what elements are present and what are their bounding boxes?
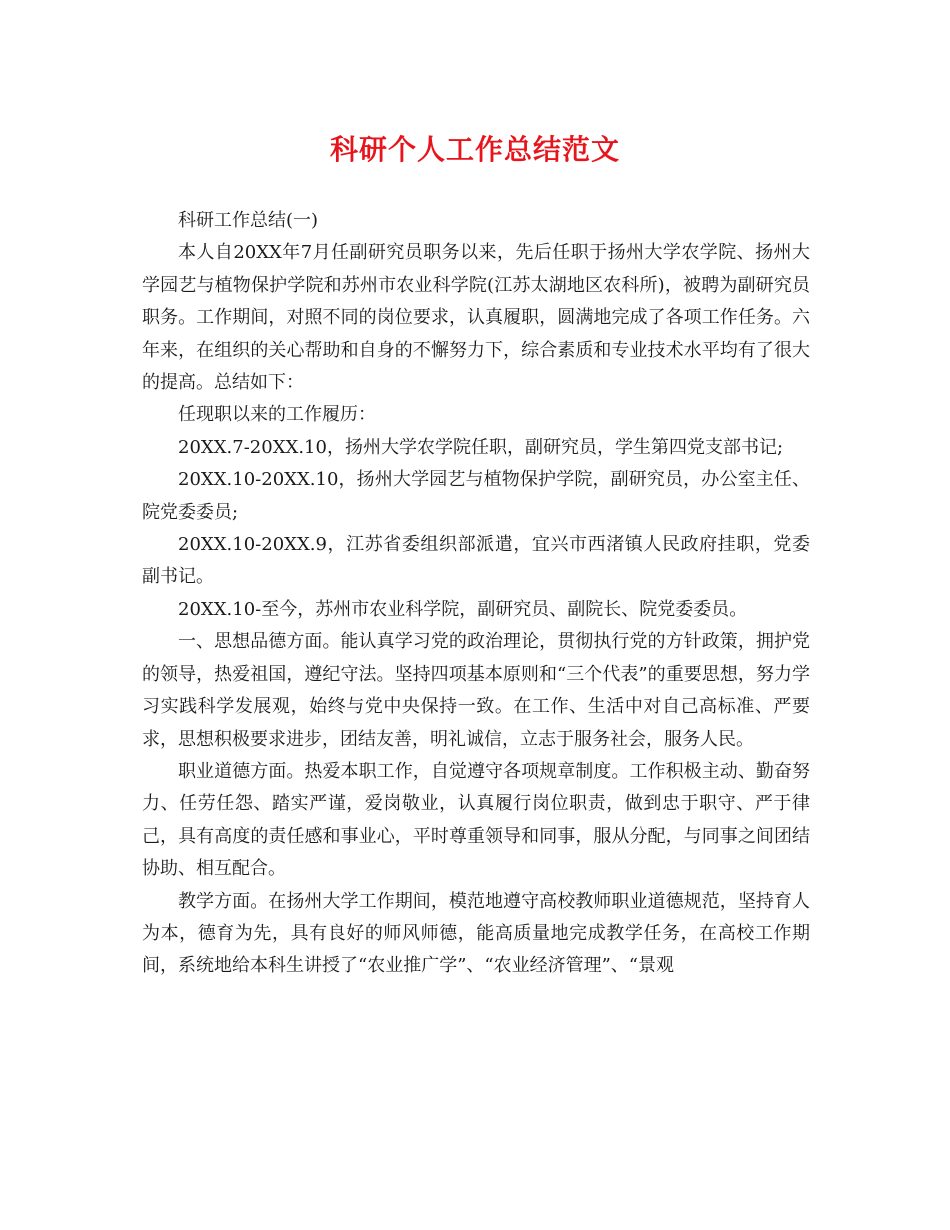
paragraph-teaching: 教学方面。在扬州大学工作期间，模范地遵守高校教师职业道德规范，坚持育人为本，德育为先，具有良好的师风师德，能高质量地完成教学任务，在高校工作期间，系统地给本科生讲授了“农业推广学”、“农业经济管理”、“景观 bbox=[142, 890, 810, 977]
paragraph-intro: 本人自20XX年7月任副研究员职务以来，先后任职于扬州大学农学院、扬州大学园艺与植物保护学院和苏州市农业科学院(江苏太湖地区农科所)，被聘为副研究员职务。工作期间，对照不同的岗位要求，认真履职，圆满地完成了各项工作任务。六年来，在组织的关心帮助和自身的不懈努力下，综合素质和专业技术水平均有了很大的提高。总结如下： bbox=[142, 242, 810, 394]
paragraph-resume-heading: 任现职以来的工作履历： bbox=[178, 404, 376, 426]
document-title: 科研个人工作总结范文 bbox=[329, 133, 620, 166]
resume-item: 20XX.10-20XX.9，江苏省委组织部派遣，宜兴市西渚镇人民政府挂职，党委副书记。 bbox=[142, 534, 810, 588]
resume-item: 20XX.10-20XX.10，扬州大学园艺与植物保护学院，副研究员，办公室主任、院党委委员; bbox=[142, 469, 810, 523]
resume-item: 20XX.7-20XX.10，扬州大学农学院任职，副研究员，学生第四党支部书记; bbox=[178, 436, 784, 458]
section-heading: 科研工作总结(一) bbox=[178, 210, 319, 231]
document-body bbox=[142, 205, 810, 983]
paragraph-ideology: 一、思想品德方面。能认真学习党的政治理论，贯彻执行党的方针政策，拥护党的领导，热爱祖国，遵纪守法。坚持四项基本原则和“三个代表”的重要思想，努力学习实践科学发展观，始终与党中央保持一致。在工作、生活中对自己高标准、严要求，思想积极要求进步，团结友善，明礼诚信，立志于服务社会，服务人民。 bbox=[142, 631, 810, 750]
resume-item: 20XX.10-至今，苏州市农业科学院，副研究员、副院长、院党委委员。 bbox=[178, 598, 748, 620]
paragraph-ethics: 职业道德方面。热爱本职工作，自觉遵守各项规章制度。工作积极主动、勤奋努力、任劳任怨、踏实严谨，爱岗敬业，认真履行岗位职责，做到忠于职守、严于律己，具有高度的责任感和事业心，平时尊重领导和同事，服从分配，与同事之间团结协助、相互配合。 bbox=[142, 760, 810, 880]
